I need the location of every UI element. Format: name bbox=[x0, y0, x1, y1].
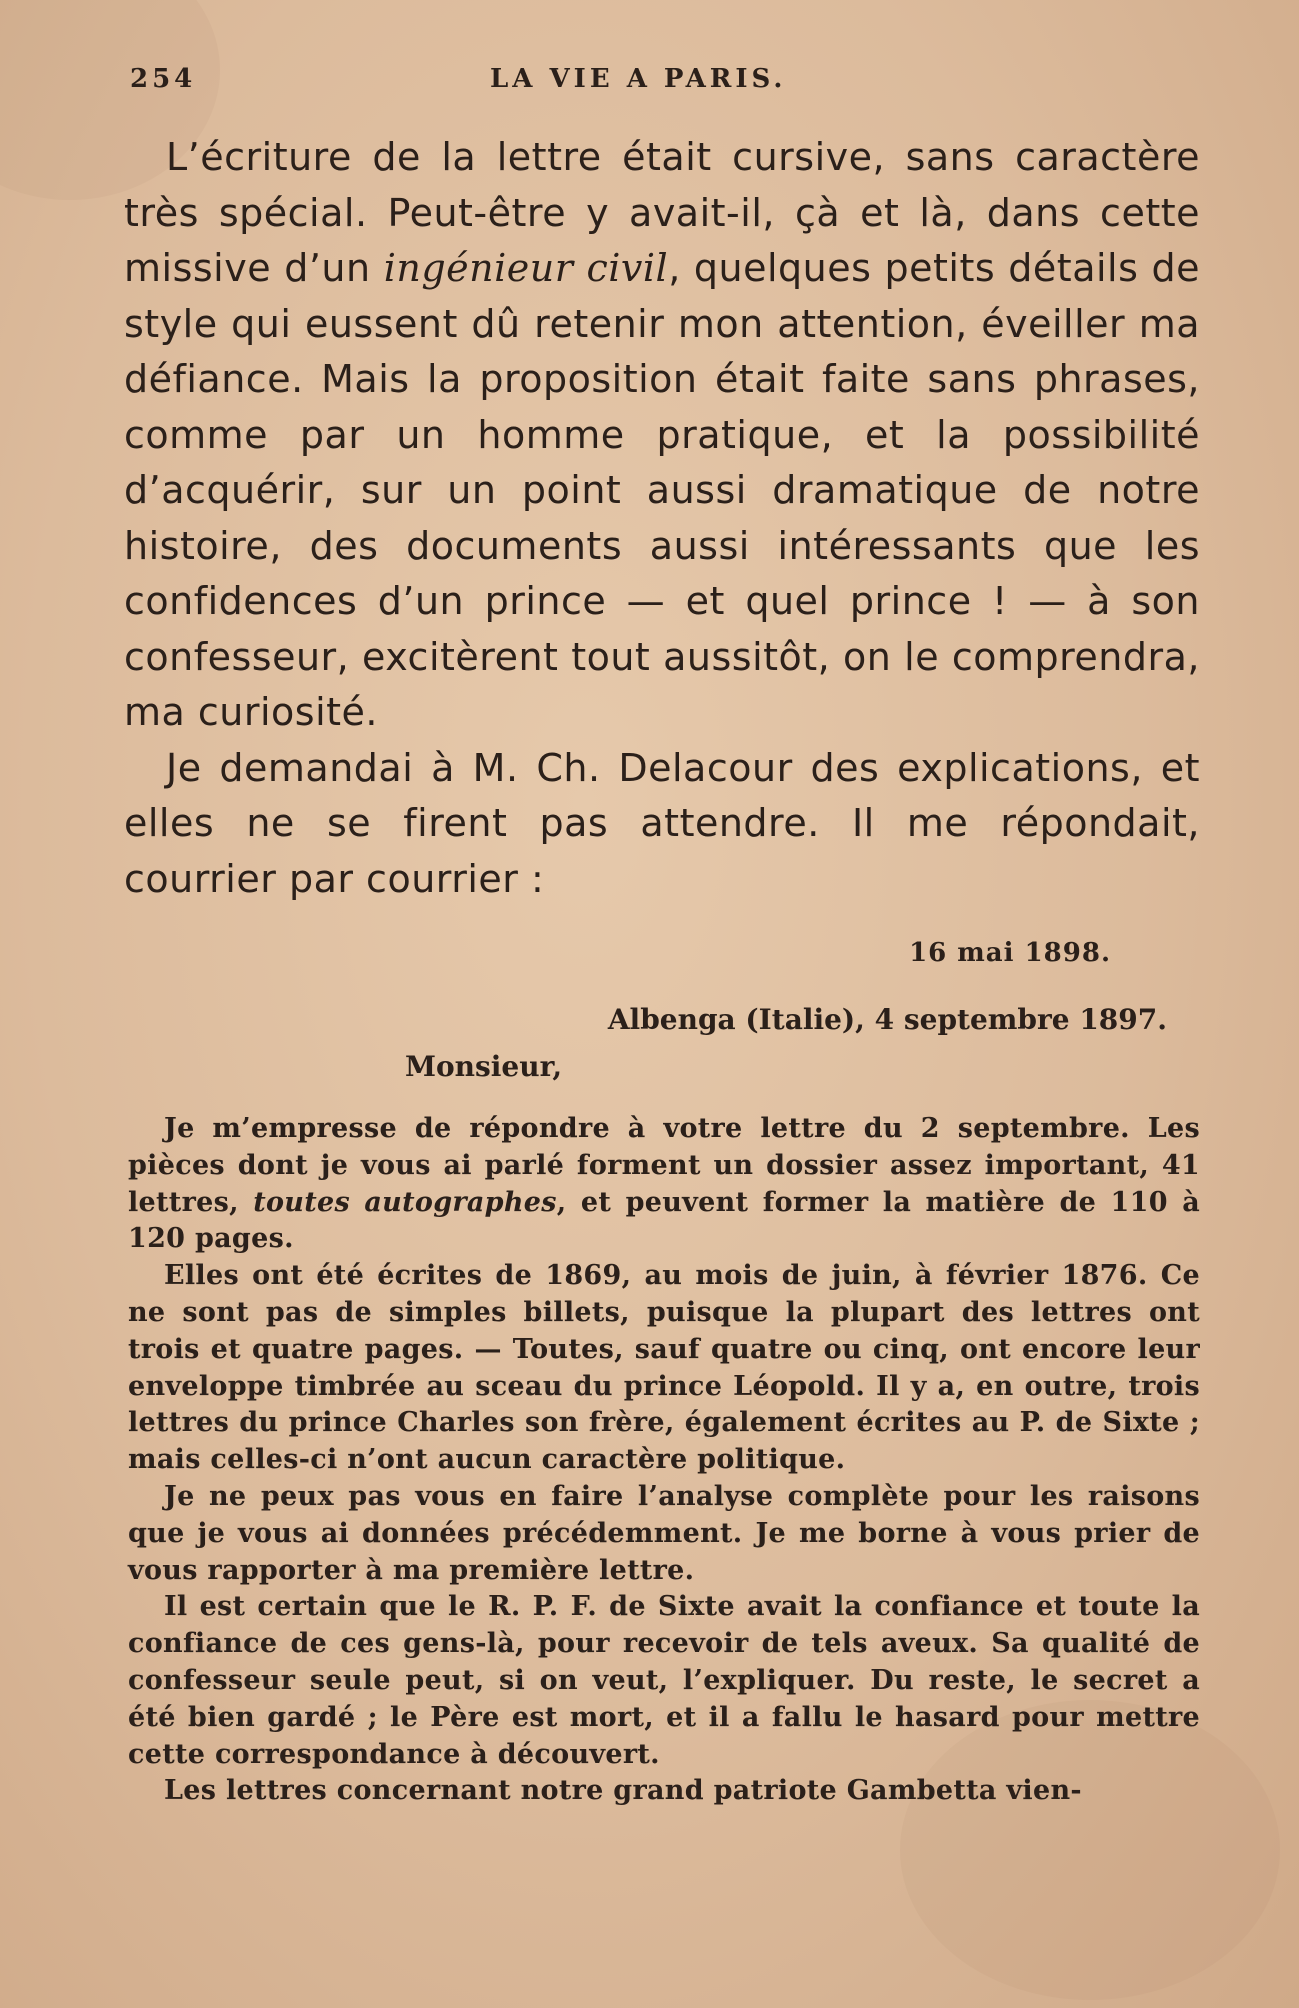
page-header bbox=[130, 64, 1210, 104]
letter-paragraph-2: Elles ont été écrites de 1869, au mois de juin, à février 1876. Ce ne sont pas de simples billets, puisque la plupart des lettres ont trois et quatre pages. — Toutes, sauf quatre ou cinq, ont encore leur enveloppe timbrée au sceau du prince Léopold. Il y a, en outre, trois lettres du prince Charles son frère, également écrites au P. de Sixte ; mais celles-ci n’ont aucun caractère politique. bbox=[128, 1260, 1200, 1476]
letter-paragraph-4: Il est certain que le R. P. F. de Sixte avait la confiance et toute la confiance de ces gens-là, pour recevoir de tels aveux. Sa qualité de confesseur seule peut, si on veut, l’expliquer. Du reste, le secret a été bien gardé ; le Père est mort, et il a fallu le hasard pour mettre cette correspondance à découvert. bbox=[128, 1591, 1200, 1770]
letter-body bbox=[128, 1111, 1200, 1810]
letter-paragraph-5: Les lettres concernant notre grand patriote Gambetta vien- bbox=[164, 1775, 1082, 1807]
main-text bbox=[124, 130, 1200, 907]
body-paragraph-1: L’écriture de la lettre était cursive, sans caractère très spécial. Peut-être y avait-il, çà et là, dans cette missive d’un ingénieur civil, quelques petits détails de style qui eussent dû retenir mon attention, éveiller ma défiance. Mais la proposition était faite sans phrases, comme par un homme pratique, et la possibilité d’acquérir, sur un point aussi dramatique de notre histoire, des documents aussi intéressants que les confidences d’un prince — et quel prince ! — à son confesseur, excitèrent tout aussitôt, on le comprendra, ma curiosité. bbox=[124, 135, 1200, 734]
body-paragraph-2: Je demandai à M. Ch. Delacour des explications, et elles ne se firent pas attendre. Il me répondait, courrier par courrier : bbox=[124, 745, 1200, 901]
italic-phrase: ingénieur civil bbox=[383, 246, 669, 290]
letter-paragraph-1: Je m’empresse de répondre à votre lettre du 2 septembre. Les pièces dont je vous ai parlé forment un dossier assez important, 41 lettres, toutes autographes, et peuvent former la matière de 110 à 120 pages. bbox=[128, 1113, 1200, 1255]
letter-paragraph-3: Je ne peux pas vous en faire l’analyse complète pour les raisons que je vous ai données précédemment. Je me borne à vous prier de vous rapporter à ma première lettre. bbox=[128, 1480, 1200, 1586]
received-date: 16 mai 1898. bbox=[909, 938, 1111, 968]
letter-place-date: Albenga (Italie), 4 septembre 1897. bbox=[607, 1003, 1167, 1036]
page-number: 254 bbox=[130, 64, 197, 94]
running-title: LA VIE A PARIS. bbox=[490, 64, 787, 94]
letter-salutation: Monsieur, bbox=[405, 1050, 563, 1083]
italic-phrase: toutes autographes bbox=[253, 1186, 557, 1218]
